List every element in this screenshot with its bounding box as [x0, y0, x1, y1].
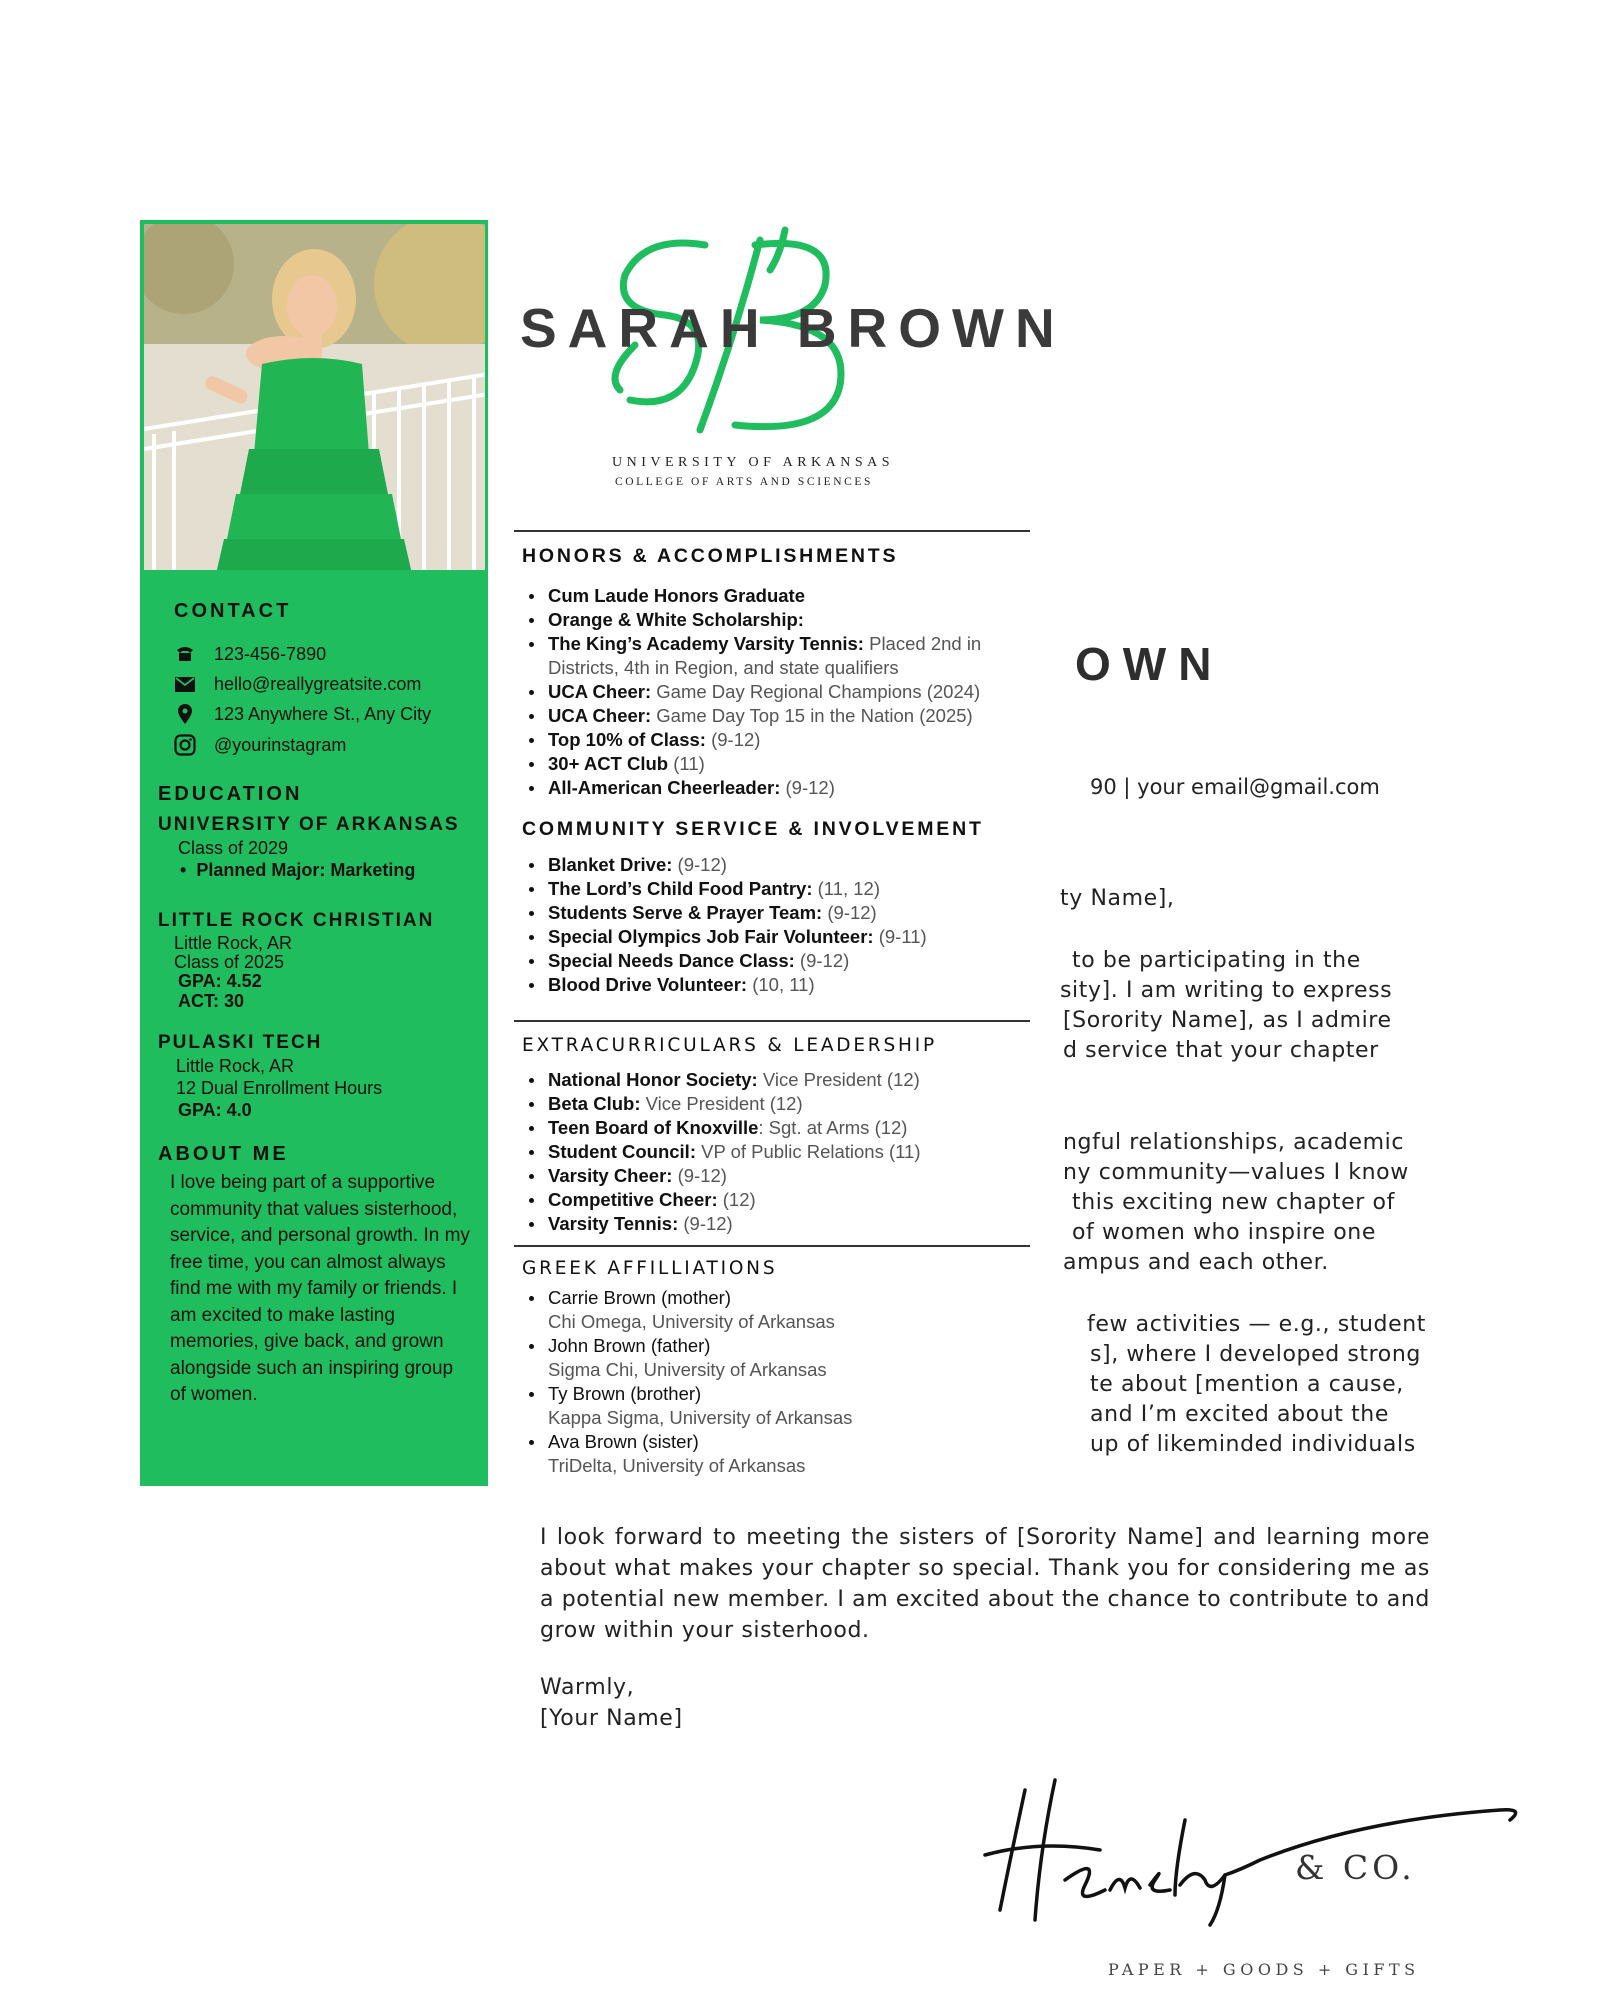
- community-list: [522, 853, 1048, 997]
- about-text: I love being part of a supportive community that values sisterhood, service, and personal growth. In my free time, you can almost always find me with my family or friends. I am excited to make lasting memories, give back, and grown alongside such an inspiring group of women.: [170, 1172, 470, 1405]
- letter-name-fragment: OWN: [1075, 638, 1224, 690]
- extracurriculars-heading: EXTRACURRICULARS & LEADERSHIP: [522, 1035, 937, 1056]
- letter-line: d service that your chapter: [1063, 1038, 1379, 1063]
- contact-heading: CONTACT: [174, 600, 292, 622]
- list-item: Blanket Drive: (9-12): [548, 853, 1048, 877]
- hensley-tagline: PAPER + GOODS + GIFTS: [1108, 1960, 1420, 1979]
- list-item: Special Needs Dance Class: (9-12): [548, 949, 1048, 973]
- divider: [514, 1020, 1030, 1022]
- hensley-script-logo: [980, 1760, 1540, 1930]
- letter-line: ny community—values I know: [1063, 1160, 1409, 1185]
- contact-instagram[interactable]: @yourinstagram: [214, 734, 347, 755]
- list-item: Top 10% of Class: (9-12): [548, 728, 1048, 752]
- list-item: The King’s Academy Varsity Tennis: Placed 2nd in Districts, 4th in Region, and state qualifiers: [548, 632, 1048, 680]
- school-major-text: Planned Major: Marketing: [196, 860, 416, 880]
- list-item: The Lord’s Child Food Pantry: (11, 12): [548, 877, 1048, 901]
- contact-address-row: [174, 703, 431, 725]
- list-item: 30+ ACT Club (11): [548, 752, 1048, 776]
- school-detail: 12 Dual Enrollment Hours: [176, 1078, 383, 1098]
- contact-phone[interactable]: 123-456-7890: [214, 643, 327, 664]
- list-item: Students Serve & Prayer Team: (9-12): [548, 901, 1048, 925]
- divider: [514, 530, 1030, 532]
- letter-line: sity]. I am writing to express: [1060, 978, 1393, 1003]
- divider: [514, 1245, 1030, 1247]
- greek-list: [522, 1286, 1048, 1478]
- school-name: UNIVERSITY OF ARKANSAS: [158, 814, 460, 835]
- letter-signoff-text: Warmly,: [540, 1675, 635, 1700]
- list-item: Cum Laude Honors Graduate: [548, 584, 1048, 608]
- school-name: LITTLE ROCK CHRISTIAN: [158, 910, 435, 931]
- hensley-suffix: & CO.: [1295, 1848, 1416, 1887]
- list-item: Ty Brown (brother) Kappa Sigma, University of Arkansas: [548, 1382, 1048, 1430]
- photo-illustration: [144, 224, 487, 572]
- letter-signoff: [540, 1672, 683, 1734]
- letter-line: te about [mention a cause,: [1090, 1372, 1404, 1397]
- honors-list: [522, 584, 1048, 800]
- letter-line: [Sorority Name], as I admire: [1063, 1008, 1392, 1033]
- contact-email-row: [174, 673, 421, 695]
- extracurriculars-list: [522, 1068, 1048, 1236]
- contact-phone-row: [174, 643, 326, 665]
- resume-college: COLLEGE OF ARTS AND SCIENCES: [615, 476, 874, 488]
- resume-name: SARAH BROWN: [520, 297, 1066, 359]
- list-item: Orange & White Scholarship:: [548, 608, 1048, 632]
- school-gpa: GPA: 4.0: [178, 1100, 252, 1120]
- envelope-icon: [174, 673, 196, 695]
- honors-heading: HONORS & ACCOMPLISHMENTS: [522, 545, 899, 567]
- school-detail: Class of 2029: [178, 838, 289, 858]
- list-item: Varsity Cheer: (9-12): [548, 1164, 1048, 1188]
- letter-greeting-fragment: ty Name],: [1060, 886, 1175, 911]
- about-heading: ABOUT ME: [158, 1143, 289, 1165]
- letter-line: to be participating in the: [1072, 948, 1361, 973]
- letter-line: this exciting new chapter of: [1072, 1190, 1395, 1215]
- phone-icon: [174, 643, 196, 665]
- school-detail: Little Rock, AR: [176, 1056, 295, 1076]
- community-heading: COMMUNITY SERVICE & INVOLVEMENT: [522, 818, 984, 840]
- letter-line: of women who inspire one: [1072, 1220, 1376, 1245]
- education-heading: EDUCATION: [158, 783, 303, 805]
- letter-line: ampus and each other.: [1063, 1250, 1329, 1275]
- list-item: Student Council: VP of Public Relations (11): [548, 1140, 1048, 1164]
- list-item: National Honor Society: Vice President (12): [548, 1068, 1048, 1092]
- letter-closing-paragraph: I look forward to meeting the sisters of [Sorority Name] and learning more about what makes your chapter so special. Thank you for considering me as a potential new member. I am excited about the chance to contribute to and grow within your sisterhood.: [540, 1525, 1430, 1643]
- letter-line: s], where I developed strong: [1090, 1342, 1421, 1367]
- list-item: Varsity Tennis: (9-12): [548, 1212, 1048, 1236]
- list-item: Blood Drive Volunteer: (10, 11): [548, 973, 1048, 997]
- location-pin-icon: [174, 703, 196, 725]
- letter-contact-fragment: 90 | your email@gmail.com: [1090, 775, 1380, 799]
- letter-line: few activities — e.g., student: [1087, 1312, 1427, 1337]
- letter-line: and I’m excited about the: [1090, 1402, 1389, 1427]
- school-detail: Class of 2025: [174, 952, 285, 972]
- school-act: ACT: 30: [178, 991, 245, 1011]
- contact-address: 123 Anywhere St., Any City: [214, 703, 432, 724]
- instagram-icon: [174, 734, 196, 756]
- resume-university: UNIVERSITY OF ARKANSAS: [612, 455, 895, 470]
- school-gpa: GPA: 4.52: [178, 971, 262, 991]
- letter-signature: [Your Name]: [540, 1706, 683, 1731]
- contact-email[interactable]: hello@reallygreatsite.com: [214, 673, 422, 694]
- school-detail: Little Rock, AR: [174, 933, 293, 953]
- letter-line: up of likeminded individuals: [1090, 1432, 1416, 1457]
- list-item: Special Olympics Job Fair Volunteer: (9-11): [548, 925, 1048, 949]
- list-item: All-American Cheerleader: (9-12): [548, 776, 1048, 800]
- school-major: [180, 860, 415, 881]
- contact-instagram-row: [174, 734, 346, 756]
- greek-heading: GREEK AFFILLIATIONS: [522, 1258, 778, 1279]
- bullet-dot: •: [180, 860, 197, 880]
- list-item: Competitive Cheer: (12): [548, 1188, 1048, 1212]
- list-item: Ava Brown (sister) TriDelta, University of Arkansas: [548, 1430, 1048, 1478]
- school-name: PULASKI TECH: [158, 1032, 323, 1053]
- list-item: Carrie Brown (mother) Chi Omega, University of Arkansas: [548, 1286, 1048, 1334]
- list-item: Beta Club: Vice President (12): [548, 1092, 1048, 1116]
- list-item: UCA Cheer: Game Day Regional Champions (2024): [548, 680, 1048, 704]
- list-item: John Brown (father) Sigma Chi, University of Arkansas: [548, 1334, 1048, 1382]
- profile-photo: [142, 222, 487, 572]
- list-item: Teen Board of Knoxville: Sgt. at Arms (12): [548, 1116, 1048, 1140]
- list-item: UCA Cheer: Game Day Top 15 in the Nation (2025): [548, 704, 1048, 728]
- letter-line: ngful relationships, academic: [1063, 1130, 1405, 1155]
